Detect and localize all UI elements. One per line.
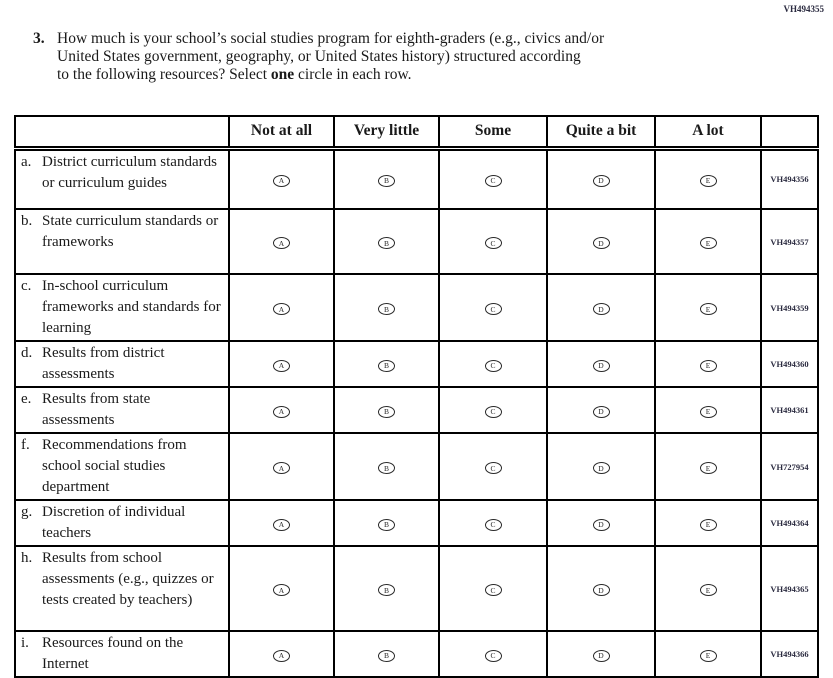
bubble-very-little[interactable] <box>378 237 395 249</box>
bubble-letter: E <box>705 304 711 314</box>
bubble-not-at-all[interactable] <box>273 175 290 187</box>
bubble-letter: E <box>705 651 711 660</box>
option-cell <box>229 148 334 209</box>
option-cell <box>439 433 547 500</box>
row-letter: g. <box>21 504 33 520</box>
question-line-3 <box>57 66 637 84</box>
bubble-letter: B <box>383 585 389 595</box>
option-cell <box>547 274 655 341</box>
question-line-1: How much is your school’s social studies program for eighth-graders (e.g., civics and/or <box>57 30 605 47</box>
bubble-quite-a-bit[interactable] <box>593 360 610 372</box>
bubble-letter: C <box>490 520 496 529</box>
header-empty-label <box>15 116 229 148</box>
option-cell <box>334 341 439 387</box>
row-letter: e. <box>21 391 32 407</box>
row-letter: a. <box>21 153 32 170</box>
bubble-letter: B <box>383 651 389 660</box>
bubble-letter: C <box>490 176 496 186</box>
bubble-letter: D <box>598 463 604 473</box>
option-cell <box>229 341 334 387</box>
bubble-letter: E <box>705 585 711 595</box>
item-code: VH494360 <box>761 341 818 387</box>
option-cell <box>655 546 761 631</box>
question-line-3-post: circle in each row. <box>294 66 412 83</box>
page-code: VH494355 <box>783 4 824 14</box>
bubble-some[interactable] <box>485 650 502 662</box>
option-cell <box>655 148 761 209</box>
table-row <box>15 433 818 500</box>
option-cell <box>334 209 439 274</box>
bubble-letter: D <box>598 651 604 660</box>
option-cell <box>334 148 439 209</box>
row-label-cell <box>15 341 229 387</box>
bubble-very-little[interactable] <box>378 175 395 187</box>
option-cell <box>229 546 334 631</box>
row-label: Resources found on the Internet <box>42 635 184 672</box>
table-row <box>15 387 818 433</box>
question-block <box>33 30 637 84</box>
row-letter: d. <box>21 345 33 361</box>
row-letter: c. <box>21 278 32 294</box>
option-cell <box>229 274 334 341</box>
item-code: VH494366 <box>761 631 818 677</box>
option-cell <box>547 433 655 500</box>
bubble-letter: A <box>278 463 285 473</box>
option-cell <box>229 500 334 546</box>
header-row <box>15 116 818 148</box>
bubble-letter: E <box>705 520 711 529</box>
row-label-cell <box>15 148 229 209</box>
bubble-letter: D <box>598 361 604 370</box>
header-empty-code <box>761 116 818 148</box>
option-cell <box>655 500 761 546</box>
table-row <box>15 546 818 631</box>
bubble-a-lot[interactable] <box>700 175 717 187</box>
bubble-some[interactable] <box>485 462 502 474</box>
bubble-very-little[interactable] <box>378 650 395 662</box>
row-label: In-school curriculum frameworks and standards for learning <box>42 278 221 336</box>
row-label: Recommendations from school social studies department <box>42 437 187 495</box>
bubble-letter: B <box>383 361 389 370</box>
option-cell <box>655 209 761 274</box>
option-cell <box>655 387 761 433</box>
bubble-letter: A <box>278 238 285 248</box>
question-number: 3. <box>33 30 45 47</box>
option-cell <box>439 209 547 274</box>
option-cell <box>439 631 547 677</box>
bubble-letter: D <box>598 238 604 248</box>
bubble-letter: C <box>490 361 496 370</box>
bubble-a-lot[interactable] <box>700 462 717 474</box>
option-cell <box>229 433 334 500</box>
item-code: VH494359 <box>761 274 818 341</box>
row-label-cell <box>15 546 229 631</box>
bubble-letter: B <box>383 407 389 416</box>
bubble-letter: D <box>598 520 604 529</box>
row-label-cell <box>15 433 229 500</box>
bubble-letter: E <box>705 176 711 186</box>
row-label-cell <box>15 387 229 433</box>
bubble-letter: E <box>705 463 711 473</box>
option-cell <box>547 631 655 677</box>
bubble-letter: C <box>490 238 496 248</box>
bubble-some[interactable] <box>485 360 502 372</box>
row-label: Results from district assessments <box>42 345 165 382</box>
bubble-a-lot[interactable] <box>700 237 717 249</box>
bubble-some[interactable] <box>485 175 502 187</box>
bubble-letter: D <box>598 585 604 595</box>
table-row <box>15 631 818 677</box>
option-cell <box>655 631 761 677</box>
bubble-not-at-all[interactable] <box>273 584 290 596</box>
option-cell <box>655 274 761 341</box>
option-cell <box>334 433 439 500</box>
row-label-cell <box>15 631 229 677</box>
item-code: VH494356 <box>761 148 818 209</box>
option-cell <box>655 341 761 387</box>
bubble-letter: A <box>278 520 285 529</box>
bubble-not-at-all[interactable] <box>273 360 290 372</box>
option-cell <box>547 148 655 209</box>
item-code: VH494365 <box>761 546 818 631</box>
option-cell <box>439 148 547 209</box>
bubble-not-at-all[interactable] <box>273 406 290 418</box>
item-code: VH494364 <box>761 500 818 546</box>
row-label: Results from state assessments <box>42 391 151 428</box>
option-cell <box>547 209 655 274</box>
option-cell <box>547 500 655 546</box>
bubble-quite-a-bit[interactable] <box>593 303 610 315</box>
bubble-letter: E <box>705 361 711 370</box>
item-code: VH494357 <box>761 209 818 274</box>
option-cell <box>229 631 334 677</box>
bubble-letter: E <box>705 407 711 416</box>
row-label: Discretion of individual teachers <box>42 504 186 541</box>
bubble-not-at-all[interactable] <box>273 237 290 249</box>
row-label: Results from school assessments (e.g., quizzes or tests created by teachers) <box>42 550 214 608</box>
option-cell <box>439 546 547 631</box>
row-label-cell <box>15 500 229 546</box>
bubble-letter: A <box>278 407 285 416</box>
bubble-letter: B <box>383 176 389 186</box>
option-cell <box>439 387 547 433</box>
bubble-a-lot[interactable] <box>700 584 717 596</box>
bubble-quite-a-bit[interactable] <box>593 406 610 418</box>
table-row <box>15 341 818 387</box>
option-cell <box>334 274 439 341</box>
bubble-some[interactable] <box>485 406 502 418</box>
bubble-letter: A <box>278 176 285 186</box>
option-cell <box>439 500 547 546</box>
option-cell <box>334 500 439 546</box>
bubble-letter: C <box>490 463 496 473</box>
bubble-quite-a-bit[interactable] <box>593 584 610 596</box>
bubble-very-little[interactable] <box>378 462 395 474</box>
table-row <box>15 500 818 546</box>
item-code: VH494361 <box>761 387 818 433</box>
option-cell <box>547 546 655 631</box>
bubble-quite-a-bit[interactable] <box>593 462 610 474</box>
bubble-a-lot[interactable] <box>700 650 717 662</box>
option-cell <box>334 631 439 677</box>
response-matrix-table <box>14 115 819 678</box>
bubble-very-little[interactable] <box>378 584 395 596</box>
bubble-a-lot[interactable] <box>700 519 717 531</box>
table-row <box>15 148 818 209</box>
bubble-not-at-all[interactable] <box>273 462 290 474</box>
row-letter: b. <box>21 213 33 229</box>
bubble-some[interactable] <box>485 303 502 315</box>
bubble-quite-a-bit[interactable] <box>593 175 610 187</box>
bubble-letter: D <box>598 304 604 314</box>
option-cell <box>547 341 655 387</box>
bubble-some[interactable] <box>485 519 502 531</box>
bubble-letter: D <box>598 407 604 416</box>
question-line-3-bold: one <box>270 66 295 83</box>
question-text <box>57 30 637 84</box>
option-cell <box>229 209 334 274</box>
option-cell <box>334 546 439 631</box>
row-letter: h. <box>21 550 33 566</box>
bubble-letter: A <box>278 361 285 370</box>
column-header-quite-a-bit: Quite a bit <box>547 116 655 148</box>
bubble-not-at-all[interactable] <box>273 519 290 531</box>
option-cell <box>334 387 439 433</box>
row-letter: f. <box>21 437 30 453</box>
option-cell <box>655 433 761 500</box>
response-matrix <box>14 115 819 678</box>
bubble-letter: C <box>490 407 496 416</box>
row-label: State curriculum standards or frameworks <box>42 213 219 250</box>
bubble-some[interactable] <box>485 584 502 596</box>
bubble-quite-a-bit[interactable] <box>593 519 610 531</box>
column-header-a-lot: A lot <box>655 116 761 148</box>
bubble-letter: D <box>598 176 604 186</box>
bubble-letter: B <box>383 520 389 529</box>
bubble-letter: C <box>490 304 496 314</box>
bubble-letter: A <box>278 585 285 595</box>
bubble-very-little[interactable] <box>378 303 395 315</box>
bubble-a-lot[interactable] <box>700 406 717 418</box>
row-label-cell <box>15 209 229 274</box>
bubble-very-little[interactable] <box>378 519 395 531</box>
bubble-quite-a-bit[interactable] <box>593 650 610 662</box>
option-cell <box>229 387 334 433</box>
bubble-letter: B <box>383 463 389 473</box>
row-letter: i. <box>21 635 29 651</box>
bubble-some[interactable] <box>485 237 502 249</box>
bubble-very-little[interactable] <box>378 360 395 372</box>
column-header-not-at-all: Not at all <box>229 116 334 148</box>
question-line-3-pre: to the following resources? Select <box>57 66 271 83</box>
bubble-not-at-all[interactable] <box>273 650 290 662</box>
bubble-quite-a-bit[interactable] <box>593 237 610 249</box>
column-header-very-little: Very little <box>334 116 439 148</box>
bubble-letter: C <box>490 651 496 660</box>
bubble-a-lot[interactable] <box>700 303 717 315</box>
question-line-2: United States government, geography, or United States history) structured according <box>57 48 581 65</box>
option-cell <box>439 341 547 387</box>
bubble-letter: B <box>383 304 389 314</box>
item-code: VH727954 <box>761 433 818 500</box>
table-row <box>15 274 818 341</box>
bubble-letter: B <box>383 238 389 248</box>
bubble-very-little[interactable] <box>378 406 395 418</box>
column-header-some: Some <box>439 116 547 148</box>
row-label-cell <box>15 274 229 341</box>
table-row <box>15 209 818 274</box>
option-cell <box>439 274 547 341</box>
bubble-letter: E <box>705 238 711 248</box>
row-label: District curriculum standards or curriculum guides <box>42 153 217 191</box>
bubble-letter: A <box>278 304 285 314</box>
bubble-letter: C <box>490 585 496 595</box>
bubble-letter: A <box>278 651 285 660</box>
bubble-a-lot[interactable] <box>700 360 717 372</box>
bubble-not-at-all[interactable] <box>273 303 290 315</box>
option-cell <box>547 387 655 433</box>
